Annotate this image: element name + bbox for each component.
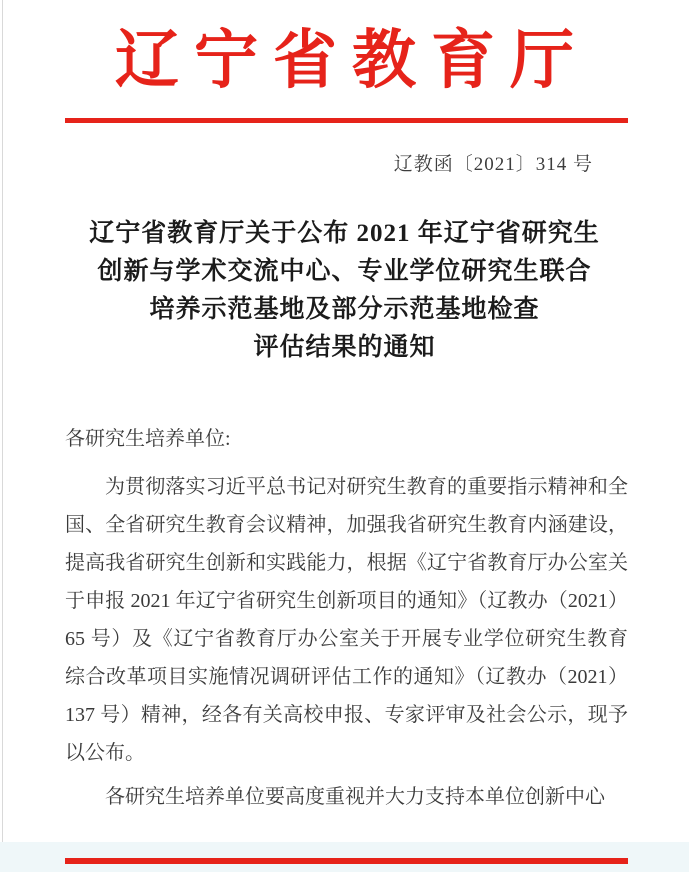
page-bottom-red-line (65, 858, 628, 864)
document-body (65, 420, 628, 816)
body-paragraph: 为贯彻落实习近平总书记对研究生教育的重要指示精神和全国、全省研究生教育会议精神，加强我省研究生教育内涵建设，提高我省研究生创新和实践能力，根据《辽宁省教育厅办公室关于申报 2021 年辽宁省研究生创新项目的通知》（辽教办（2021）65 号）及《辽宁省教育厅办公室关于开展专业学位研究生教育综合改革项目实施情况调研评估工作的通知》（辽教办（2021）137 号）精神，经各有关高校申报、专家评审及社会公示，现予以公布。 (65, 476, 628, 764)
document-title-line-3: 培养示范基地及部分示范基地检查 (149, 296, 540, 323)
document-title (25, 215, 665, 367)
document-title-line-4: 评估结果的通知 (253, 334, 436, 361)
body-paragraph: 各研究生培养单位要高度重视并大力支持本单位创新中心 (105, 786, 605, 808)
document-title-line-2: 创新与学术交流中心、专业学位研究生联合 (97, 258, 592, 285)
page-bottom-shade (0, 842, 689, 872)
page-left-border (2, 0, 3, 872)
document-number: 辽教函〔2021〕314 号 (393, 154, 593, 175)
letterhead-agency-name: 辽宁省教育厅 (115, 25, 589, 96)
letterhead-red-divider (65, 118, 628, 123)
document-title-line-1: 辽宁省教育厅关于公布 2021 年辽宁省研究生 (89, 220, 600, 247)
salutation: 各研究生培养单位: (65, 428, 231, 450)
